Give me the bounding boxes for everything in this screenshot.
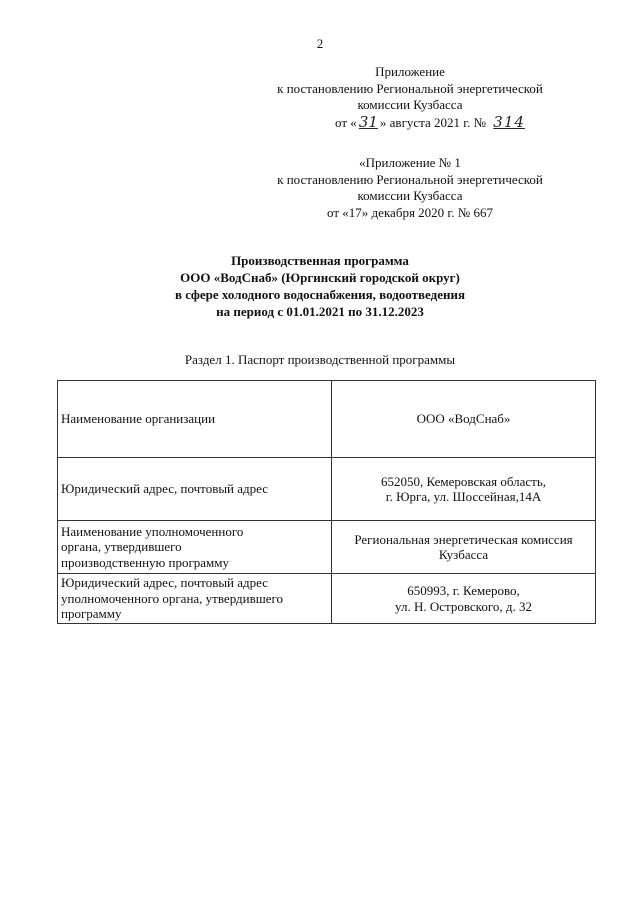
title-line2: ООО «ВодСнаб» (Юргинский городской округ) [180, 270, 460, 285]
value-line: 650993, г. Кемерово, [407, 583, 520, 598]
row-value [332, 458, 596, 521]
row-label [58, 521, 332, 574]
page-number: 2 [316, 36, 324, 51]
appendix-current-line3: комиссии Кузбасса [357, 97, 463, 112]
row-label [58, 458, 332, 521]
row-value [332, 521, 596, 574]
label-line: Наименование уполномоченного [61, 523, 244, 539]
value-line: ул. Н. Островского, д. 32 [395, 598, 532, 614]
table-row [58, 381, 596, 458]
appendix-original-line3: комиссии Кузбасса [357, 188, 463, 203]
label-line: производственную программу [61, 554, 230, 570]
title-line3: в сфере холодного водоснабжения, водоотведения [175, 287, 465, 302]
label-line: органа, утвердившего [61, 539, 182, 555]
row-label [58, 574, 332, 624]
row-value [332, 574, 596, 624]
appendix-original-block [240, 155, 580, 221]
label-line: Юридический адрес, почтовый адрес [61, 481, 269, 497]
label-line: программу [61, 606, 122, 622]
value-line: Региональная энергетическая комиссия [354, 531, 573, 547]
table-row [58, 574, 596, 624]
title-line1: Производственная программа [231, 253, 409, 268]
date-mid: » августа 2021 г. № [379, 114, 487, 130]
handwritten-day: 31 [358, 112, 378, 131]
handwritten-number: 314 [493, 112, 525, 131]
value-line: ООО «ВодСнаб» [416, 411, 511, 427]
date-prefix: от « [335, 114, 357, 130]
passport-table [57, 380, 596, 624]
value-line: Кузбасса [438, 547, 489, 562]
appendix-current-line2: к постановлению Региональной энергетической [277, 80, 543, 96]
title-line4: на период с 01.01.2021 по 31.12.2023 [216, 304, 424, 319]
table-row [58, 521, 596, 574]
table-row [58, 458, 596, 521]
appendix-current-line1: Приложение [375, 64, 445, 79]
document-title [0, 252, 640, 320]
appendix-current-block [240, 64, 580, 131]
label-line: уполномоченного органа, утвердившего [61, 590, 284, 606]
label-line: Юридический адрес, почтовый адрес [61, 575, 269, 591]
row-label [58, 381, 332, 458]
value-line: 652050, Кемеровская область, [380, 473, 547, 489]
label-line: Наименование организации [61, 411, 216, 427]
value-line: г. Юрга, ул. Шоссейная,14А [385, 489, 542, 504]
appendix-original-line4: от «17» декабря 2020 г. № 667 [327, 204, 493, 220]
appendix-original-line2: к постановлению Региональной энергетической [277, 171, 543, 187]
appendix-original-line1: «Приложение № 1 [359, 155, 461, 170]
appendix-current-date [280, 114, 580, 132]
section-heading: Раздел 1. Паспорт производственной программы [184, 352, 456, 367]
row-value [332, 381, 596, 458]
